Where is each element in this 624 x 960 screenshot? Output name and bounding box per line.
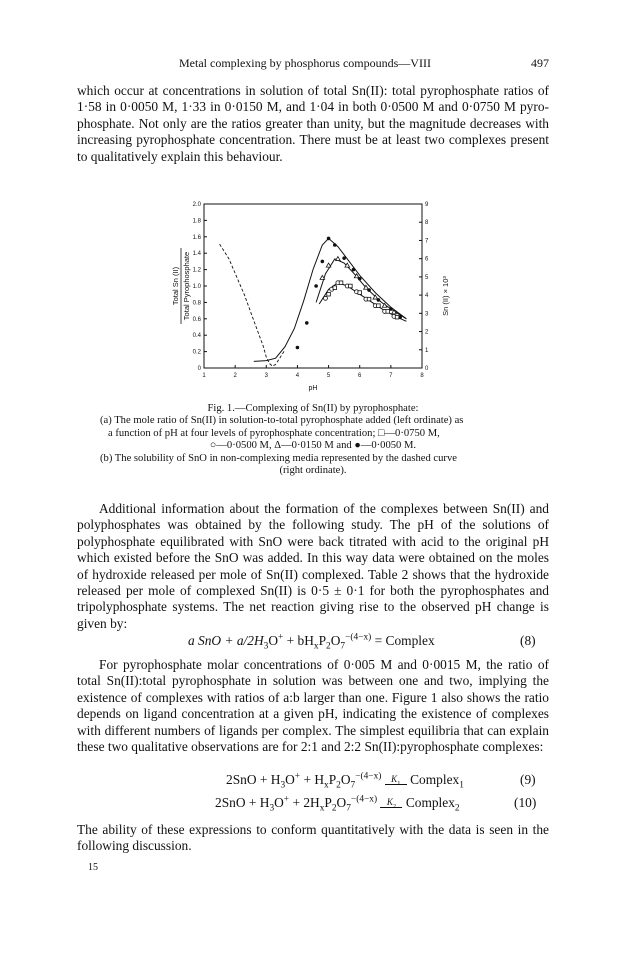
data-point-triangle	[320, 275, 325, 279]
y-right-tick-label: 7	[425, 238, 429, 245]
caption-line-a3: ○—0·0500 M, Δ—0·0150 M and ●—0·0050 M.	[209, 440, 417, 452]
x-tick-label: 1	[202, 373, 206, 379]
caption-line-a2: a function of pH at four levels of pyrophosphate concentration; □—0·0750 M,	[108, 427, 440, 439]
equation-10: $2SnO + H_3O^+ + 2H_xP_2O_7^{-(4-x)}$ $K_2$ Complex$_2$	[215, 794, 460, 814]
data-point-open-square	[395, 315, 399, 319]
x-tick-label: 3	[264, 373, 268, 379]
paragraph-intro: which occur at concentrations in solution of total Sn(II): total pyrophosphate ratios of 1·58 in 0·0050 M, 1·33 in 0·0150 M, and 1·04 in both 0·0500 M and 0·0750 M pyro-phosphate. Not only are the ratios greater than unity, but the magnitude decreases with increasing pyrophosphate concentration. There must be at least two complexes present to qualitatively explain this behaviour.	[77, 83, 549, 164]
y-left-tick-label: 0	[197, 366, 201, 372]
y-left-tick-label: 1.4	[192, 251, 201, 258]
data-point-filled-circle	[342, 256, 346, 260]
paragraph-equilibria: For pyrophosphate molar concentrations of 0·005 M and 0·0015 M, the ratio of total Sn(II):total pyrophosphate in solution was between one and two, implying the existence of complexes with ratios of a:b larger than one. Figure 1 also shows the ratio depends on ligand concentration at a given pH, indicating the existence of complexes with different numbers of ligands per complex. The simplest equilibria that can explain these two qualitative observations are for 2:1 and 2:2 Sn(II):pyrophosphate complexes:	[77, 657, 549, 755]
data-point-open-square	[377, 304, 381, 308]
y-left-tick-label: 0.4	[192, 333, 201, 340]
data-point-open-square	[358, 291, 362, 295]
y-left-tick-label: 0.6	[192, 316, 201, 323]
data-point-open-square	[367, 297, 371, 301]
data-point-open-circle	[323, 296, 327, 300]
equation-9-number: (9)	[520, 772, 536, 787]
y-left-tick-label: 2.0	[192, 202, 201, 208]
y-left-axis-label-denominator: Total Pyrophosphate	[182, 251, 191, 321]
paragraph-titration: Additional information about the formation of the complexes between Sn(II) and polyphosphates was obtained by the following study. The pH of the solutions of polyphosphate equilibrated with SnO were back titrated with acid to the original pH which existed before the SnO was added. In this way data were obtained on the moles of hydroxide released per mole of Sn(II) complexed. Table 2 shows that the hydroxide released per mole of complexed Sn(II) is 0·5 ± 0·1 for both the pyrophosphates and tripolyphosphate systems. The net reaction giving rise to the observed pH change is given by:	[77, 501, 549, 631]
y-left-tick-label: 1.6	[192, 234, 201, 241]
series-sno-solubility-dashed	[220, 244, 285, 366]
y-right-tick-label: 8	[425, 220, 429, 227]
y-right-tick-label: 0	[425, 366, 429, 372]
page-number: 497	[531, 56, 549, 70]
y-right-tick-label: 4	[425, 293, 429, 300]
y-right-tick-label: 6	[425, 256, 429, 263]
data-point-triangle	[336, 257, 341, 261]
equation-8-number: (8)	[520, 633, 536, 648]
equation-9: $2SnO + H_3O^+ + H_xP_2O_7^{-(4-x)}$ $K_1$ Complex$_1$	[226, 771, 464, 791]
y-left-tick-label: 1.2	[192, 267, 201, 274]
data-point-filled-circle	[333, 243, 337, 247]
running-title: Metal complexing by phosphorus compounds—VIII	[179, 56, 431, 70]
y-right-tick-label: 3	[425, 311, 429, 318]
data-point-filled-circle	[327, 237, 331, 241]
caption-line-b1: (b) The solubility of SnO in non-complexing media represented by the dashed curve	[100, 452, 457, 464]
data-point-open-square	[349, 284, 353, 288]
y-right-tick-label: 5	[425, 274, 429, 281]
equation-10-number: (10)	[514, 795, 537, 810]
data-point-open-square	[386, 310, 390, 314]
y-left-tick-label: 0.8	[192, 300, 201, 307]
y-right-tick-label: 2	[425, 329, 429, 336]
x-axis-label: pH	[308, 385, 318, 392]
data-point-triangle	[326, 263, 331, 267]
caption-line-a1: (a) The mole ratio of Sn(II) in solution-to-total pyrophosphate added (left ordinate) as	[100, 415, 464, 427]
data-point-open-square	[339, 281, 343, 285]
x-tick-label: 6	[358, 373, 362, 379]
figure-1-chart	[160, 190, 470, 400]
data-point-open-square	[327, 292, 331, 296]
x-tick-label: 7	[389, 373, 393, 379]
data-point-triangle	[345, 263, 350, 267]
x-tick-label: 5	[326, 373, 331, 379]
curve-outer	[254, 238, 407, 361]
data-point-open-square	[333, 286, 337, 290]
caption-line-b2: (right ordinate).	[279, 465, 347, 477]
caption-title: Fig. 1.—Complexing of Sn(II) by pyrophosphate:	[207, 403, 419, 414]
y-left-axis-label-numerator: Total Sn (II)	[171, 266, 180, 306]
y-right-tick-label: 1	[425, 347, 429, 354]
y-left-tick-label: 0.2	[192, 349, 201, 356]
equation-8: a SnO + $a/2H_3O^+ + bH_xP_2O_7^{-(4-x)}$ = Complex	[188, 632, 435, 652]
x-tick-label: 4	[295, 373, 300, 379]
data-point-filled-circle	[296, 346, 300, 350]
figure-caption	[100, 403, 526, 477]
paragraph-closing: The ability of these expressions to conform quantitatively with the data is seen in the following discussion.	[77, 822, 549, 854]
x-tick-label: 2	[233, 373, 237, 379]
y-right-axis-label: Sn (II) × 10³	[441, 276, 450, 316]
folio-mark: 15	[88, 862, 98, 873]
y-left-tick-label: 1.0	[192, 284, 201, 290]
data-point-filled-circle	[352, 268, 356, 272]
data-point-filled-circle	[321, 260, 325, 264]
running-header	[77, 56, 549, 74]
x-tick-label: 8	[420, 373, 424, 379]
y-right-tick-label: 9	[425, 202, 429, 208]
y-left-tick-label: 1.8	[192, 218, 201, 225]
data-point-filled-circle	[314, 284, 318, 288]
data-point-triangle	[373, 295, 378, 299]
plot-frame	[204, 204, 422, 368]
data-point-filled-circle	[305, 321, 309, 325]
